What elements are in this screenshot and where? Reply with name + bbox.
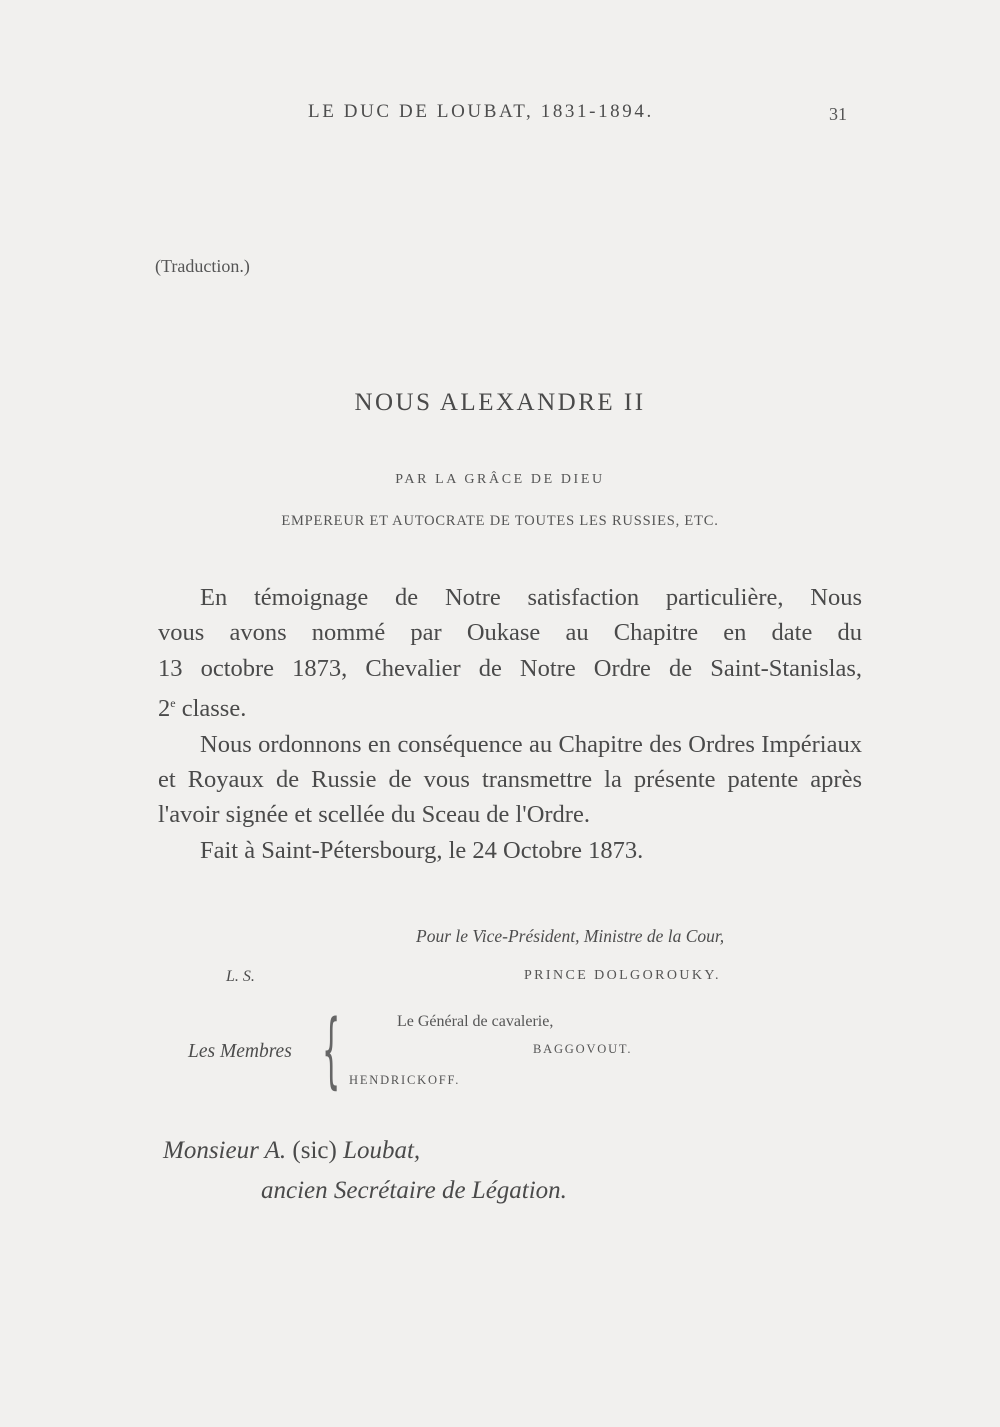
paragraph-order: Nous ordonnons en conséquence au Chapitre des Ordres Impériaux et Royaux de Russie de vous transmettre la présente patente après l'avoir signée et scellée du Sceau de l'Ordre. (158, 730, 862, 829)
paragraph-appointment (158, 580, 862, 727)
decree-title: NOUS ALEXANDRE II (354, 389, 646, 416)
members-label: Les Membres (188, 1041, 292, 1062)
text-line: vous avons nommé par Oukase au Chapitre en date du (158, 619, 862, 647)
running-head: LE DUC DE LOUBAT, 1831-1894. (308, 101, 654, 122)
addressee-loubat: Loubat, (343, 1137, 421, 1164)
paragraph-date: Fait à Saint-Pétersbourg, le 24 Octobre 1873. (200, 836, 644, 864)
signatory-prince: PRINCE DOLGOROUKY. (524, 968, 721, 983)
addressee-name (163, 1137, 420, 1165)
class-word: classe. (175, 695, 247, 723)
member-general-title: Le Général de cavalerie, (397, 1013, 554, 1030)
signatory-role: Pour le Vice-Président, Ministre de la Cour, (416, 926, 725, 946)
decree-body (158, 580, 862, 868)
decree-subtitle-grace: PAR LA GRÂCE DE DIEU (395, 472, 605, 487)
members-brace: { (322, 1003, 341, 1098)
class-number: 2 (158, 695, 171, 723)
addressee-sic: (sic) (286, 1137, 344, 1164)
addressee-title: ancien Secrétaire de Légation. (261, 1177, 567, 1204)
class-superscript: e (170, 696, 176, 711)
text-line-class (158, 686, 862, 726)
member-hendrickoff: HENDRICKOFF. (349, 1073, 461, 1087)
seal-mark: L. S. (226, 968, 255, 985)
text-line: 13 octobre 1873, Chevalier de Notre Ordre de Saint-Stanislas, (158, 654, 862, 682)
page-number: 31 (829, 104, 847, 124)
addressee-monsieur: Monsieur A. (163, 1137, 287, 1164)
member-baggovout: BAGGOVOUT. (533, 1042, 633, 1056)
decree-subtitle-emperor: EMPEREUR ET AUTOCRATE DE TOUTES LES RUSSIES, ETC. (281, 513, 719, 529)
translation-note: (Traduction.) (155, 256, 250, 276)
text-line: En témoignage de Notre satisfaction particulière, Nous (200, 584, 862, 611)
